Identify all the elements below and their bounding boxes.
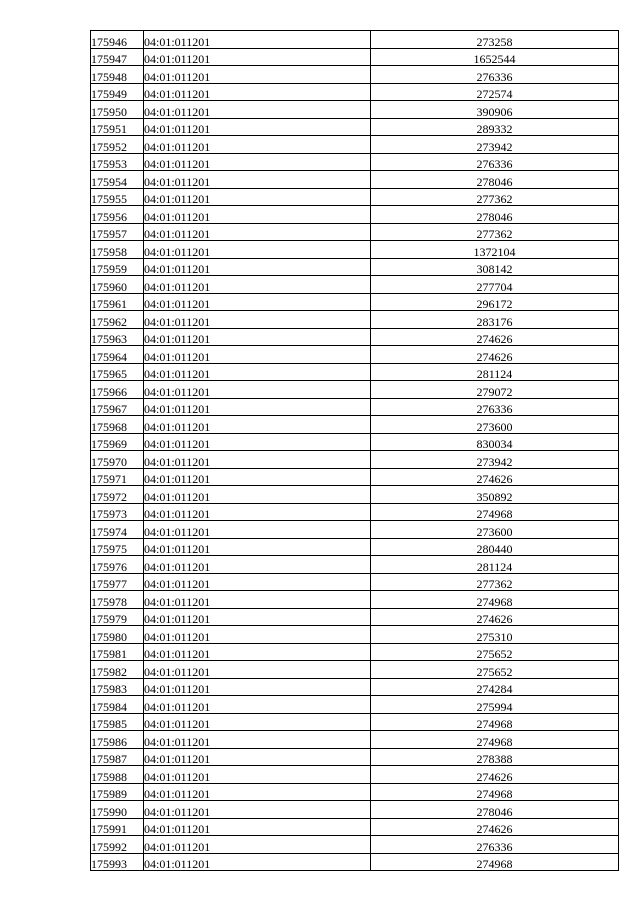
row-id-cell: 175962	[91, 311, 144, 329]
row-code-cell: 04:01:011201	[144, 731, 371, 749]
row-id-cell: 175980	[91, 626, 144, 644]
row-value-cell: 277362	[371, 188, 619, 206]
row-id-cell: 175985	[91, 713, 144, 731]
table-row	[91, 101, 619, 119]
table-row	[91, 696, 619, 714]
cadastral-value-table	[90, 30, 619, 871]
row-id-cell: 175981	[91, 643, 144, 661]
row-id-cell: 175961	[91, 293, 144, 311]
row-code-cell: 04:01:011201	[144, 626, 371, 644]
row-id-cell: 175968	[91, 416, 144, 434]
row-code-cell: 04:01:011201	[144, 276, 371, 294]
row-code-cell: 04:01:011201	[144, 836, 371, 854]
row-code-cell: 04:01:011201	[144, 678, 371, 696]
row-value-cell: 281124	[371, 556, 619, 574]
row-value-cell: 274626	[371, 346, 619, 364]
row-id-cell: 175989	[91, 783, 144, 801]
row-id-cell: 175993	[91, 853, 144, 871]
row-code-cell: 04:01:011201	[144, 346, 371, 364]
table-row	[91, 328, 619, 346]
row-value-cell: 273258	[371, 31, 619, 49]
table-row	[91, 346, 619, 364]
row-id-cell: 175950	[91, 101, 144, 119]
row-code-cell: 04:01:011201	[144, 66, 371, 84]
table-row	[91, 206, 619, 224]
row-value-cell: 274626	[371, 328, 619, 346]
row-code-cell: 04:01:011201	[144, 661, 371, 679]
row-value-cell: 273942	[371, 136, 619, 154]
table-row	[91, 136, 619, 154]
row-id-cell: 175963	[91, 328, 144, 346]
row-id-cell: 175960	[91, 276, 144, 294]
row-id-cell: 175977	[91, 573, 144, 591]
row-value-cell: 289332	[371, 118, 619, 136]
row-id-cell: 175970	[91, 451, 144, 469]
table-row	[91, 608, 619, 626]
row-id-cell: 175956	[91, 206, 144, 224]
table-row	[91, 223, 619, 241]
row-value-cell: 277362	[371, 223, 619, 241]
row-id-cell: 175967	[91, 398, 144, 416]
row-value-cell: 274626	[371, 608, 619, 626]
row-value-cell: 390906	[371, 101, 619, 119]
row-value-cell: 1652544	[371, 48, 619, 66]
row-value-cell: 275652	[371, 661, 619, 679]
table-row	[91, 521, 619, 539]
row-value-cell: 274626	[371, 766, 619, 784]
row-code-cell: 04:01:011201	[144, 538, 371, 556]
row-code-cell: 04:01:011201	[144, 573, 371, 591]
row-id-cell: 175959	[91, 258, 144, 276]
table-row	[91, 836, 619, 854]
table-row	[91, 678, 619, 696]
row-code-cell: 04:01:011201	[144, 486, 371, 504]
row-id-cell: 175957	[91, 223, 144, 241]
row-id-cell: 175948	[91, 66, 144, 84]
row-value-cell: 274968	[371, 713, 619, 731]
row-code-cell: 04:01:011201	[144, 101, 371, 119]
row-id-cell: 175976	[91, 556, 144, 574]
row-value-cell: 308142	[371, 258, 619, 276]
row-id-cell: 175972	[91, 486, 144, 504]
row-id-cell: 175982	[91, 661, 144, 679]
table-row	[91, 363, 619, 381]
row-id-cell: 175978	[91, 591, 144, 609]
row-code-cell: 04:01:011201	[144, 223, 371, 241]
row-code-cell: 04:01:011201	[144, 853, 371, 871]
table-row	[91, 801, 619, 819]
table-row	[91, 398, 619, 416]
row-code-cell: 04:01:011201	[144, 556, 371, 574]
row-code-cell: 04:01:011201	[144, 713, 371, 731]
table-row	[91, 713, 619, 731]
row-id-cell: 175992	[91, 836, 144, 854]
row-code-cell: 04:01:011201	[144, 328, 371, 346]
row-value-cell: 276336	[371, 66, 619, 84]
table-row	[91, 31, 619, 49]
row-value-cell: 830034	[371, 433, 619, 451]
table-row	[91, 853, 619, 871]
row-id-cell: 175965	[91, 363, 144, 381]
table-row	[91, 818, 619, 836]
row-value-cell: 274968	[371, 591, 619, 609]
table-row	[91, 276, 619, 294]
row-value-cell: 296172	[371, 293, 619, 311]
row-value-cell: 277704	[371, 276, 619, 294]
row-id-cell: 175979	[91, 608, 144, 626]
row-code-cell: 04:01:011201	[144, 643, 371, 661]
row-code-cell: 04:01:011201	[144, 783, 371, 801]
row-id-cell: 175975	[91, 538, 144, 556]
row-value-cell: 278046	[371, 206, 619, 224]
table-row	[91, 188, 619, 206]
row-value-cell: 277362	[371, 573, 619, 591]
row-value-cell: 276336	[371, 398, 619, 416]
row-value-cell: 274968	[371, 783, 619, 801]
row-value-cell: 281124	[371, 363, 619, 381]
table-row	[91, 766, 619, 784]
row-code-cell: 04:01:011201	[144, 433, 371, 451]
row-code-cell: 04:01:011201	[144, 398, 371, 416]
row-value-cell: 275652	[371, 643, 619, 661]
table-row	[91, 783, 619, 801]
row-id-cell: 175969	[91, 433, 144, 451]
row-value-cell: 274968	[371, 853, 619, 871]
table-row	[91, 661, 619, 679]
table-row	[91, 451, 619, 469]
row-id-cell: 175974	[91, 521, 144, 539]
table-row	[91, 293, 619, 311]
row-value-cell: 273600	[371, 416, 619, 434]
row-code-cell: 04:01:011201	[144, 83, 371, 101]
row-id-cell: 175964	[91, 346, 144, 364]
row-code-cell: 04:01:011201	[144, 118, 371, 136]
row-code-cell: 04:01:011201	[144, 188, 371, 206]
row-code-cell: 04:01:011201	[144, 153, 371, 171]
row-id-cell: 175986	[91, 731, 144, 749]
row-id-cell: 175953	[91, 153, 144, 171]
row-id-cell: 175973	[91, 503, 144, 521]
row-id-cell: 175951	[91, 118, 144, 136]
row-code-cell: 04:01:011201	[144, 451, 371, 469]
table-row	[91, 643, 619, 661]
row-code-cell: 04:01:011201	[144, 468, 371, 486]
table-row	[91, 48, 619, 66]
row-code-cell: 04:01:011201	[144, 503, 371, 521]
row-value-cell: 274626	[371, 818, 619, 836]
table-row	[91, 468, 619, 486]
row-id-cell: 175955	[91, 188, 144, 206]
row-value-cell: 276336	[371, 153, 619, 171]
row-value-cell: 273600	[371, 521, 619, 539]
row-code-cell: 04:01:011201	[144, 31, 371, 49]
table-row	[91, 118, 619, 136]
row-id-cell: 175952	[91, 136, 144, 154]
table-row	[91, 153, 619, 171]
row-value-cell: 280440	[371, 538, 619, 556]
row-value-cell: 272574	[371, 83, 619, 101]
row-value-cell: 278388	[371, 748, 619, 766]
row-code-cell: 04:01:011201	[144, 171, 371, 189]
row-value-cell: 274968	[371, 731, 619, 749]
row-code-cell: 04:01:011201	[144, 258, 371, 276]
row-value-cell: 274968	[371, 503, 619, 521]
table-row	[91, 556, 619, 574]
row-code-cell: 04:01:011201	[144, 311, 371, 329]
row-id-cell: 175958	[91, 241, 144, 259]
row-value-cell: 274626	[371, 468, 619, 486]
table-body	[91, 31, 619, 871]
row-id-cell: 175946	[91, 31, 144, 49]
table-row	[91, 416, 619, 434]
row-code-cell: 04:01:011201	[144, 416, 371, 434]
table-row	[91, 433, 619, 451]
table-row	[91, 381, 619, 399]
table-row	[91, 503, 619, 521]
row-id-cell: 175988	[91, 766, 144, 784]
table-row	[91, 311, 619, 329]
row-id-cell: 175949	[91, 83, 144, 101]
row-code-cell: 04:01:011201	[144, 136, 371, 154]
table-row	[91, 171, 619, 189]
table-row	[91, 573, 619, 591]
table-row	[91, 241, 619, 259]
row-id-cell: 175947	[91, 48, 144, 66]
row-value-cell: 278046	[371, 171, 619, 189]
row-value-cell: 283176	[371, 311, 619, 329]
table-row	[91, 66, 619, 84]
row-code-cell: 04:01:011201	[144, 48, 371, 66]
row-id-cell: 175971	[91, 468, 144, 486]
row-id-cell: 175966	[91, 381, 144, 399]
row-value-cell: 273942	[371, 451, 619, 469]
row-value-cell: 275310	[371, 626, 619, 644]
table-row	[91, 538, 619, 556]
table-row	[91, 258, 619, 276]
row-code-cell: 04:01:011201	[144, 801, 371, 819]
row-value-cell: 276336	[371, 836, 619, 854]
row-code-cell: 04:01:011201	[144, 381, 371, 399]
row-code-cell: 04:01:011201	[144, 608, 371, 626]
table-row	[91, 748, 619, 766]
row-code-cell: 04:01:011201	[144, 293, 371, 311]
row-code-cell: 04:01:011201	[144, 521, 371, 539]
row-code-cell: 04:01:011201	[144, 696, 371, 714]
row-value-cell: 350892	[371, 486, 619, 504]
row-code-cell: 04:01:011201	[144, 591, 371, 609]
row-id-cell: 175991	[91, 818, 144, 836]
table-row	[91, 83, 619, 101]
table-row	[91, 731, 619, 749]
row-id-cell: 175990	[91, 801, 144, 819]
row-value-cell: 1372104	[371, 241, 619, 259]
row-id-cell: 175984	[91, 696, 144, 714]
row-id-cell: 175983	[91, 678, 144, 696]
table-row	[91, 626, 619, 644]
row-id-cell: 175954	[91, 171, 144, 189]
row-code-cell: 04:01:011201	[144, 241, 371, 259]
row-code-cell: 04:01:011201	[144, 363, 371, 381]
row-value-cell: 279072	[371, 381, 619, 399]
row-value-cell: 278046	[371, 801, 619, 819]
row-code-cell: 04:01:011201	[144, 748, 371, 766]
table-row	[91, 591, 619, 609]
row-code-cell: 04:01:011201	[144, 206, 371, 224]
row-code-cell: 04:01:011201	[144, 818, 371, 836]
row-code-cell: 04:01:011201	[144, 766, 371, 784]
row-value-cell: 275994	[371, 696, 619, 714]
table-row	[91, 486, 619, 504]
row-id-cell: 175987	[91, 748, 144, 766]
row-value-cell: 274284	[371, 678, 619, 696]
